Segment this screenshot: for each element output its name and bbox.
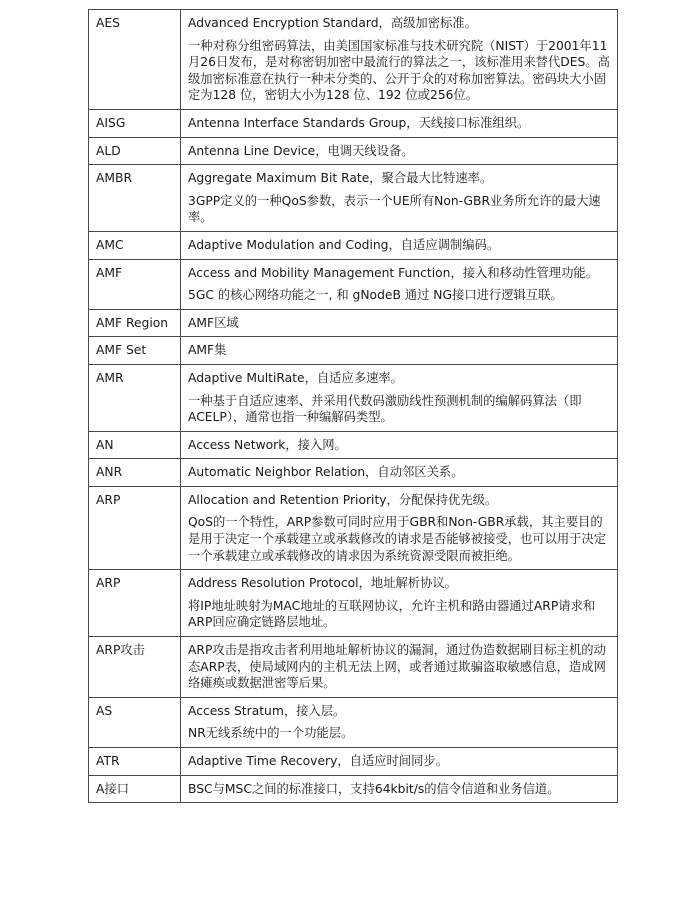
definition-description: 3GPP定义的一种QoS参数，表示一个UE所有Non-GBR业务所允许的最大速率。 [188,193,601,225]
glossary-row [89,459,618,487]
term-cell: AS [89,697,181,747]
glossary-row [89,697,618,747]
definition-cell [181,697,618,747]
glossary-row [89,431,618,459]
term-cell: ARP [89,486,181,569]
glossary-row [89,364,618,431]
glossary-row [89,775,618,803]
glossary-row [89,231,618,259]
term-cell: ARP [89,570,181,637]
definition-expansion: Address Resolution Protocol，地址解析协议。 [188,576,457,591]
term-cell: AMF Set [89,337,181,365]
glossary-row [89,570,618,637]
definition-cell [181,570,618,637]
definition-expansion: Adaptive Modulation and Coding，自适应调制编码。 [188,237,500,252]
definition-cell [181,486,618,569]
definition-cell [181,775,618,803]
term-cell: AMF Region [89,309,181,337]
definition-cell [181,364,618,431]
glossary-row [89,337,618,365]
definition-expansion: AMF区域 [188,315,239,330]
glossary-row [89,137,618,165]
definition-cell [181,137,618,165]
term-cell: AISG [89,109,181,137]
glossary-row [89,637,618,698]
glossary-row [89,486,618,569]
glossary-row [89,165,618,232]
definition-cell [181,748,618,776]
definition-expansion: Antenna Interface Standards Group，天线接口标准组织。 [188,115,530,130]
definition-expansion: BSC与MSC之间的标准接口，支持64kbit/s的信令信道和业务信道。 [188,781,560,796]
definition-expansion: Access Stratum，接入层。 [188,703,346,718]
definition-expansion: Aggregate Maximum Bit Rate，聚合最大比特速率。 [188,171,493,186]
term-cell: ALD [89,137,181,165]
definition-description: 一种对称分组密码算法，由美国国家标准与技术研究院（NIST）于2001年11月26日发布，是对称密钥加密中最流行的算法之一，该标准用来替代DES。高级加密标准意在执行一种未分类的、公开于众的对称加密算法。密码块大小固定为128 位，密钥大小为128 位、192 位或256位。 [188,38,610,103]
glossary-body [89,10,618,803]
definition-expansion: AMF集 [188,343,227,358]
term-cell: A接口 [89,775,181,803]
definition-cell [181,337,618,365]
glossary-row [89,309,618,337]
definition-expansion: ARP攻击是指攻击者利用地址解析协议的漏洞，通过伪造数据刷目标主机的动态ARP表，使局域网内的主机无法上网，或者通过欺骗盗取敏感信息，造成网络瘫痪或数据泄密等后果。 [188,643,606,691]
definition-cell [181,165,618,232]
term-cell: ATR [89,748,181,776]
definition-cell [181,259,618,309]
definition-description: 一种基于自适应速率、并采用代数码激励线性预测机制的编解码算法（即ACELP），通常也指一种编解码类型。 [188,393,582,425]
definition-expansion: Antenna Line Device，电调天线设备。 [188,143,414,158]
definition-cell [181,231,618,259]
glossary-row [89,259,618,309]
definition-cell [181,637,618,698]
definition-description: 将IP地址映射为MAC地址的互联网协议，允许主机和路由器通过ARP请求和ARP回应确定链路层地址。 [188,598,596,630]
definition-expansion: Automatic Neighbor Relation，自动邻区关系。 [188,465,464,480]
term-cell: AMC [89,231,181,259]
term-cell: AES [89,10,181,110]
definition-description: QoS的一个特性，ARP参数可同时应用于GBR和Non-GBR承载，其主要目的是用于决定一个承载建立或承载修改的请求是否能够被接受，也可以用于决定一个承载建立或承载修改的请求因为系统资源受限而被拒绝。 [188,515,607,563]
definition-cell [181,459,618,487]
definition-description: 5GC 的核心网络功能之一, 和 gNodeB 通过 NG接口进行逻辑互联。 [188,288,563,303]
term-cell: AMBR [89,165,181,232]
definition-cell [181,109,618,137]
definition-cell [181,10,618,110]
definition-cell [181,431,618,459]
term-cell: ARP攻击 [89,637,181,698]
definition-expansion: Advanced Encryption Standard，高级加密标准。 [188,16,477,30]
glossary-table [88,9,618,803]
glossary-row [89,10,618,110]
definition-expansion: Allocation and Retention Priority，分配保持优先级。 [188,492,498,507]
term-cell: AMF [89,259,181,309]
term-cell: AN [89,431,181,459]
definition-expansion: Access Network，接入网。 [188,437,347,452]
definition-expansion: Adaptive MultiRate，自适应多速率。 [188,370,403,385]
definition-description: NR无线系统中的一个功能层。 [188,726,354,741]
definition-expansion: Access and Mobility Management Function，接入和移动性管理功能。 [188,265,599,280]
term-cell: AMR [89,364,181,431]
definition-cell [181,309,618,337]
definition-expansion: Adaptive Time Recovery，自适应时间同步。 [188,754,449,768]
glossary-row [89,109,618,137]
glossary-row [89,748,618,776]
term-cell: ANR [89,459,181,487]
